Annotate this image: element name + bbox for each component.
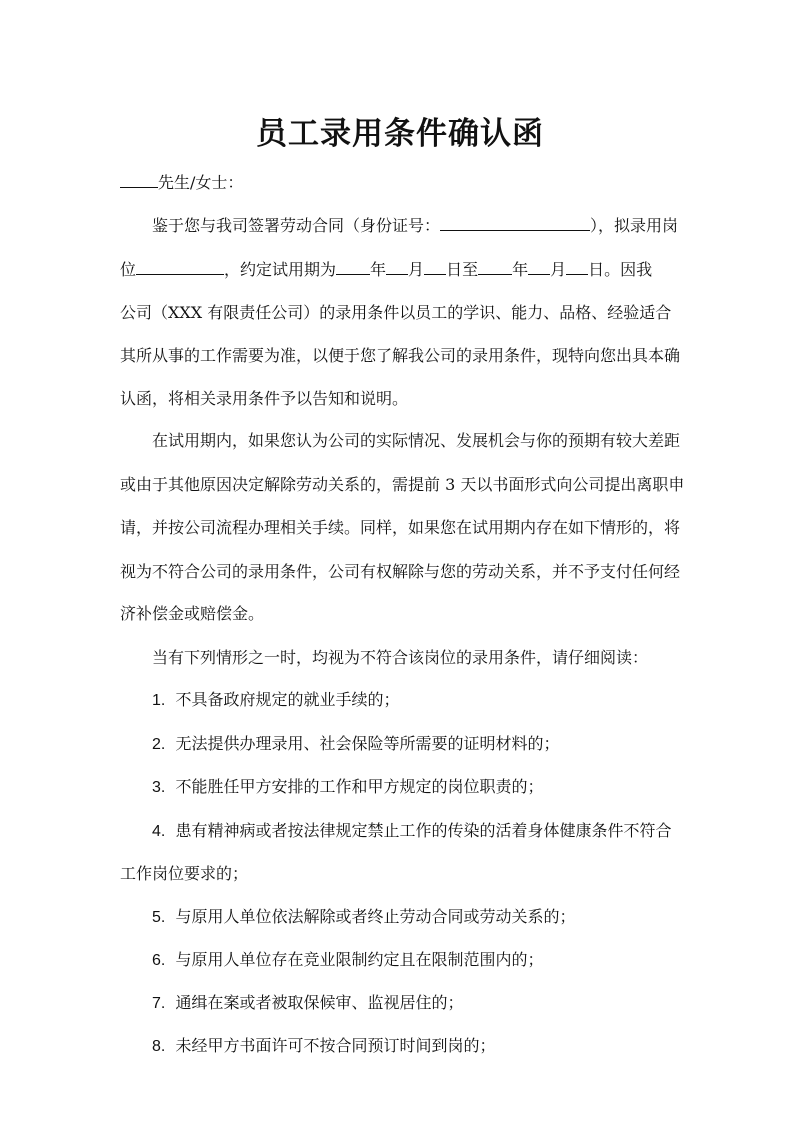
list-item — [152, 777, 692, 798]
list-item-continuation: 工作岗位要求的； — [120, 864, 249, 883]
id-number-blank[interactable] — [440, 215, 590, 231]
list-item-text: 未经甲方书面许可不按合同预订时间到岗的； — [175, 1036, 496, 1055]
p1-line-5: 认函，将相关录用条件予以告知和说明。 — [120, 389, 409, 408]
p1-text: 月 — [408, 260, 425, 279]
p1-text: 年 — [512, 260, 529, 279]
document-title: 员工录用条件确认函 — [256, 116, 544, 152]
list-item-text: 与原用人单位存在竞业限制约定且在限制范围内的； — [175, 950, 544, 969]
list-item — [152, 1036, 692, 1057]
p2-line-3: 请，并按公司流程办理相关手续。同样，如果您在试用期内存在如下情形的，将 — [120, 518, 681, 537]
p1-text: ，约定试用期为 — [224, 260, 337, 279]
p3-line: 当有下列情形之一时，均视为不符合该岗位的录用条件，请仔细阅读： — [152, 648, 649, 667]
end-day-blank[interactable] — [566, 259, 588, 275]
p1-line-4: 其所从事的工作需要为准，以便于您了解我公司的录用条件，现特向您出具本确 — [120, 346, 681, 365]
list-item-number: 2. — [152, 736, 166, 753]
list-item-number: 3. — [152, 779, 166, 796]
list-item — [152, 993, 692, 1014]
list-item-number: 6. — [152, 952, 166, 969]
p1-text: 月 — [550, 260, 567, 279]
p1-text: 年 — [370, 260, 387, 279]
p1-line-3: 公司（XXX 有限责任公司）的录用条件以员工的学识、能力、品格、经验适合 — [120, 303, 672, 322]
list-item-text: 不具备政府规定的就业手续的； — [175, 690, 400, 709]
list-item-number: 4. — [152, 823, 166, 840]
list-item — [152, 821, 692, 842]
salutation-text: 先生/女士： — [158, 173, 244, 192]
list-item-text: 无法提供办理录用、社会保险等所需要的证明材料的； — [175, 734, 560, 753]
position-blank[interactable] — [136, 259, 224, 275]
list-item-number: 5. — [152, 909, 166, 926]
p1-text: ），拟录用岗 — [590, 216, 679, 235]
p1-line-2 — [120, 259, 690, 280]
list-item — [152, 734, 692, 755]
p2-line-1: 在试用期内，如果您认为公司的实际情况、发展机会与你的预期有较大差距 — [152, 431, 681, 450]
list-item-text: 通缉在案或者被取保候审、监视居住的； — [175, 993, 464, 1012]
p1-text: 位 — [120, 260, 137, 279]
start-day-blank[interactable] — [424, 259, 446, 275]
list-item-number: 7. — [152, 995, 166, 1012]
list-item — [152, 907, 692, 928]
p2-line-2: 或由于其他原因决定解除劳动关系的，需提前 3 天以书面形式向公司提出离职申 — [120, 475, 685, 494]
list-item-text: 与原用人单位依法解除或者终止劳动合同或劳动关系的； — [175, 907, 576, 926]
p2-line-5: 济补偿金或赔偿金。 — [120, 604, 265, 623]
p1-text: 日至 — [446, 260, 479, 279]
list-item-text: 不能胜任甲方安排的工作和甲方规定的岗位职责的； — [175, 777, 544, 796]
p1-line-1 — [152, 215, 692, 236]
list-item — [152, 690, 692, 711]
p2-line-4: 视为不符合公司的录用条件，公司有权解除与您的劳动关系，并不予支付任何经 — [120, 562, 681, 581]
list-item-text: 患有精神病或者按法律规定禁止工作的传染的活着身体健康条件不符合 — [175, 821, 672, 840]
start-year-blank[interactable] — [336, 259, 370, 275]
p1-text: 日。因我 — [588, 260, 653, 279]
end-month-blank[interactable] — [528, 259, 550, 275]
list-item — [152, 950, 692, 971]
name-blank[interactable] — [120, 172, 158, 188]
salutation-line — [120, 172, 690, 193]
list-item-number: 1. — [152, 692, 166, 709]
list-item-number: 8. — [152, 1038, 166, 1055]
p1-text: 鉴于您与我司签署劳动合同（身份证号： — [152, 216, 441, 235]
end-year-blank[interactable] — [478, 259, 512, 275]
start-month-blank[interactable] — [386, 259, 408, 275]
